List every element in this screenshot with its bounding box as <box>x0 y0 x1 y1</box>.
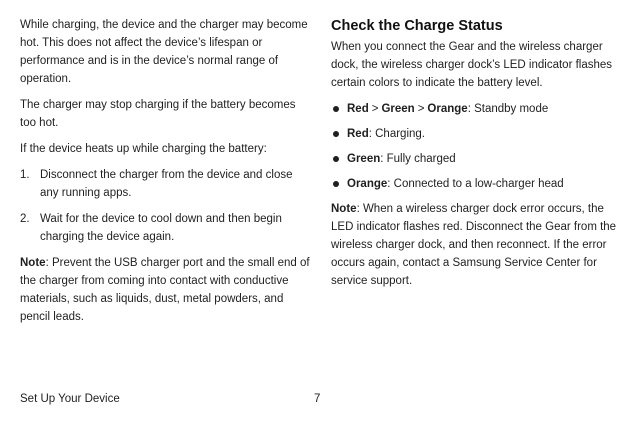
heats-up-intro: If the device heats up while charging the battery: <box>20 143 267 155</box>
bullet-icon <box>333 181 339 187</box>
status-color: Red <box>347 128 369 140</box>
bullet-icon <box>333 106 339 112</box>
section-heading: Check the Charge Status <box>331 18 503 34</box>
step-text: Wait for the device to cool down and then begin charging the device again. <box>40 213 282 243</box>
note-label: Note <box>20 257 46 269</box>
list-item <box>331 175 623 193</box>
led-status-list <box>331 100 623 193</box>
right-column <box>331 16 623 298</box>
note-text: : When a wireless charger dock error occurs, the LED indicator flashes red. Disconnect the Gear from the wireless charger dock, and then reconnect. If the error occurs again, contact a Samsung Service Center for service support. <box>331 203 617 287</box>
status-color: Orange <box>347 178 388 190</box>
status-description: : Fully charged <box>380 153 456 165</box>
charge-status-intro: When you connect the Gear and the wireless charger dock, the wireless charger dock’s LED indicator flashes certain colors to indicate the battery level. <box>331 41 613 89</box>
status-color: Green <box>381 103 415 115</box>
status-line <box>347 175 564 193</box>
status-line <box>347 125 425 143</box>
status-description: : Standby mode <box>467 103 549 115</box>
footer-section-title: Set Up Your Device <box>20 393 120 405</box>
status-color: Red <box>347 103 369 115</box>
status-color: Green <box>347 153 381 165</box>
list-item <box>331 150 623 168</box>
note-text: : Prevent the USB charger port and the small end of the charger from coming into contact with conductive materials, such as liquids, dust, metal powders, and pencil leads. <box>20 257 310 323</box>
status-color: Orange <box>427 103 468 115</box>
bullet-icon <box>333 131 339 137</box>
status-line <box>347 150 456 168</box>
step-text: Disconnect the charger from the device and close any running apps. <box>40 169 293 199</box>
list-item <box>331 125 623 143</box>
step-number: 2. <box>20 213 30 225</box>
bullet-icon <box>333 156 339 162</box>
step-number: 1. <box>20 169 30 181</box>
status-description: : Charging. <box>368 128 425 140</box>
list-item <box>20 210 310 246</box>
status-description: : Connected to a low-charger head <box>387 178 564 190</box>
left-column <box>20 16 310 334</box>
dock-error-note <box>331 200 623 290</box>
charger-stop-paragraph: The charger may stop charging if the battery becomes too hot. <box>20 99 296 129</box>
chevron-right-icon: > <box>371 103 379 115</box>
list-item <box>20 166 310 202</box>
charging-heat-paragraph: While charging, the device and the charger may become hot. This does not affect the device’s lifespan or performance and is in the device’s normal range of operation. <box>20 19 308 85</box>
page-number: 7 <box>314 393 321 405</box>
status-line <box>347 100 548 118</box>
chevron-right-icon: > <box>417 103 425 115</box>
note-label: Note <box>331 203 357 215</box>
usb-port-note <box>20 254 310 326</box>
cooling-steps-list <box>20 166 310 246</box>
list-item <box>331 100 623 118</box>
